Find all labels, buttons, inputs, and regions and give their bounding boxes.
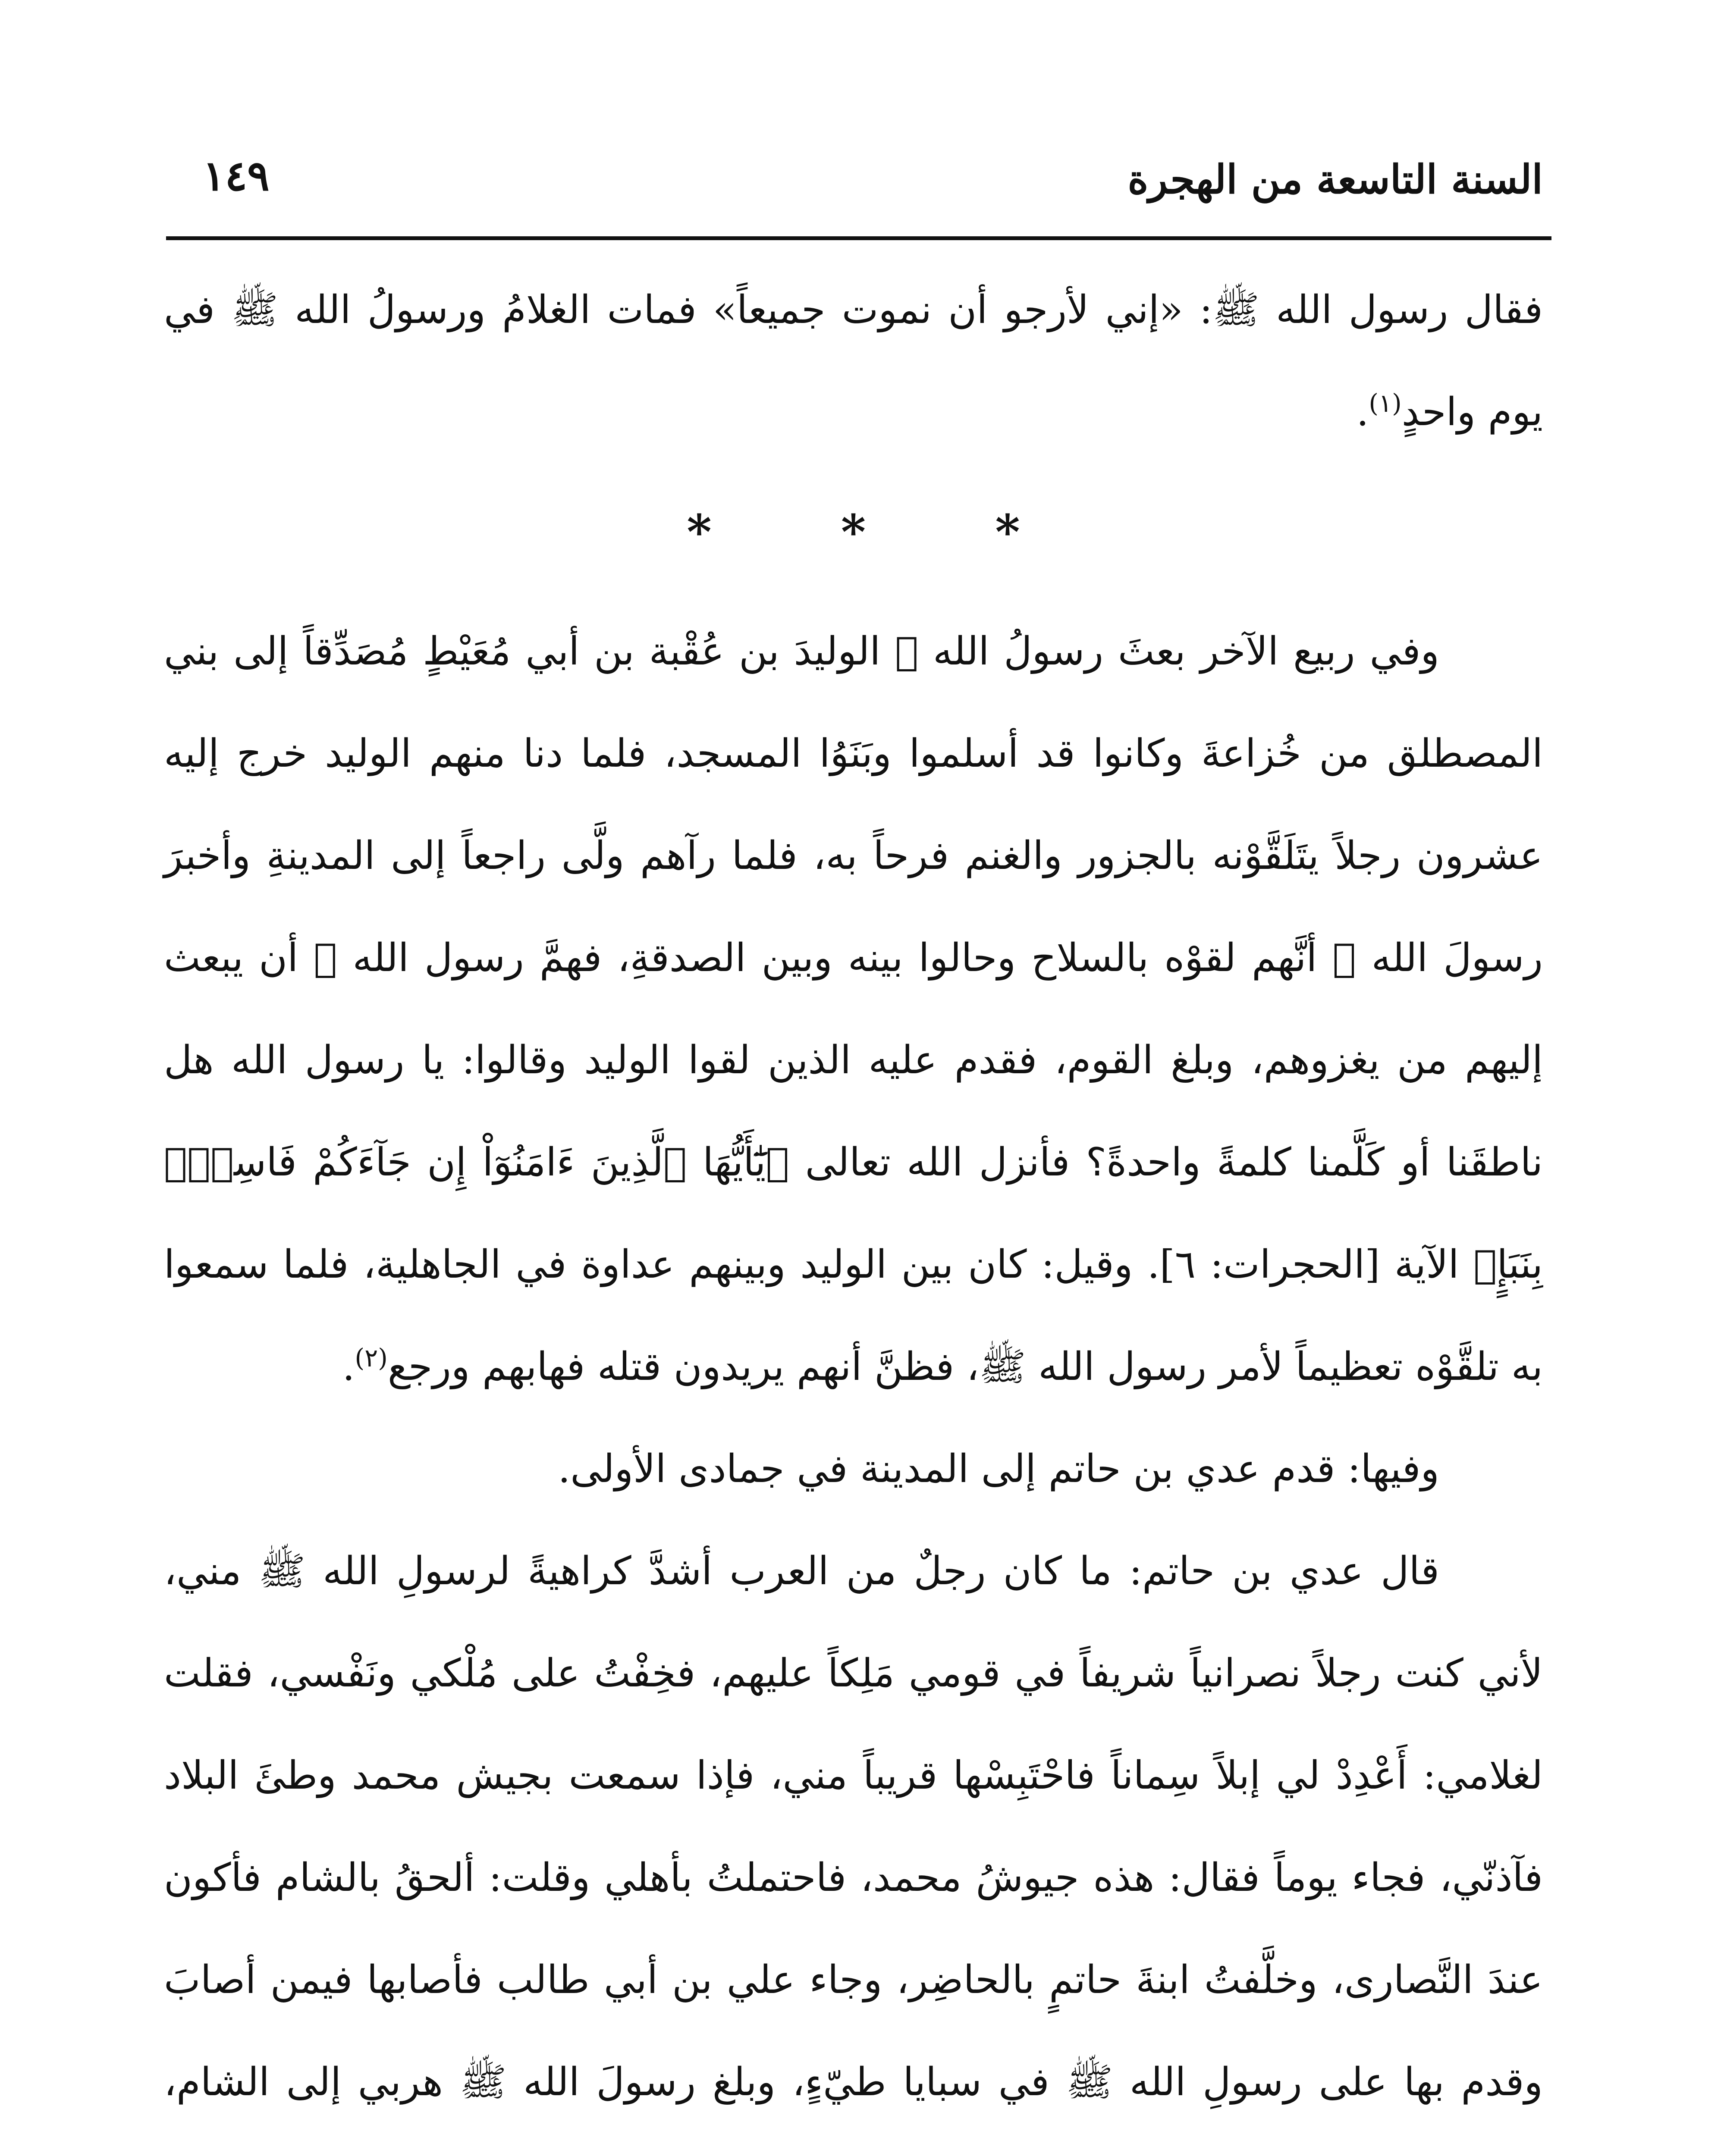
header-divider [166, 236, 1551, 240]
running-title: السنة التاسعة من الهجرة [1127, 156, 1543, 203]
paragraph-2-text: وفي ربيع الآخر بعثَ رسولُ الله ﷺ الوليدَ بن عُقْبة بن أبي مُعَيْطٍ مُصَدِّقاً إلى بني المصطلق من خُزاعةَ وكانوا قد أسلموا وبَنَوُا المسجد، فلما دنا منهم الوليد خرج إليه عشرون رجلاً يتَلَقَّوْنه بالجزور والغنم فرحاً به، فلما رآهم ولَّى راجعاً إلى المدينةِ وأخبرَ رسولَ الله ﷺ أنَّهم لقوْه بالسلاح وحالوا بينه وبين الصدقةِ، فهمَّ رسول الله ﷺ أن يبعث إليهم من يغزوهم، وبلغ القوم، فقدم عليه الذين لقوا الوليد وقالوا: يا رسول الله هل ناطقَنا أو كَلَّمنا كلمةً واحدةً؟ فأنزل الله تعالى ﴿يَٰٓأَيُّهَا ٱلَّذِينَ ءَامَنُوٓاْ إِن جَآءَكُمْ فَاسِقُۢ بِنَبَإٍ﴾ الآية [الحجرات: ٦]. وقيل: كان بين الوليد وبينهم عداوة في الجاهلية، فلما سمعوا به تلقَّوْه تعظيماً لأمر رسول الله ﷺ، فظنَّ أنهم يريدون قتله فهابهم ورجع [164, 629, 1543, 1389]
footnote-ref-2: (٢) [355, 1343, 388, 1373]
paragraph-1 [164, 259, 1543, 463]
separator-asterisk: * [995, 504, 1020, 560]
paragraph-2 [164, 600, 1543, 1418]
section-separator [164, 463, 1543, 600]
paragraph-3: وفيها: قدم عدي بن حاتم إلى المدينة في جمادى الأولى. [558, 1446, 1439, 1492]
footnote-ref-1: (١) [1369, 389, 1402, 418]
paragraph-1-end: . [1356, 389, 1369, 435]
separator-asterisk: * [687, 504, 712, 560]
separator-asterisk: * [841, 504, 866, 560]
running-header [173, 142, 1543, 216]
page-number: ١٤٩ [203, 151, 270, 200]
paragraph-4: قال عدي بن حاتم: ما كان رجلٌ من العرب أشدَّ كراهيةً لرسولِ الله ﷺ مني، لأني كنت رجلاً نصرانياً شريفاً في قومي مَلِكاً عليهم، فخِفْتُ على مُلْكي ونَفْسي، فقلت لغلامي: أَعْدِدْ لي إبلاً سِماناً فاحْتَبِسْها قريباً مني، فإذا سمعت بجيش محمد وطئَ البلاد فآذنّي، فجاء يوماً فقال: هذه جيوشُ محمد، فاحتملتُ بأهلي وقلت: ألحقُ بالشام فأكون عندَ النَّصارى، وخلَّفتُ ابنةَ حاتمٍ بالحاضِر، وجاء علي بن أبي طالب فأصابها فيمن أصابَ وقدم بها على رسولِ الله ﷺ في سبايا طيّءٍ، وبلغ رسولَ الله ﷺ هربي إلى الشام، [164, 1548, 1543, 2105]
paragraph-2-end: . [342, 1344, 355, 1389]
main-text [164, 259, 1543, 2156]
paragraph-1-text: فقال رسول الله ﷺ: «إني لأرجو أن نموت جميعاً» فمات الغلامُ ورسولُ الله ﷺ في يوم واحدٍ [164, 287, 1543, 435]
